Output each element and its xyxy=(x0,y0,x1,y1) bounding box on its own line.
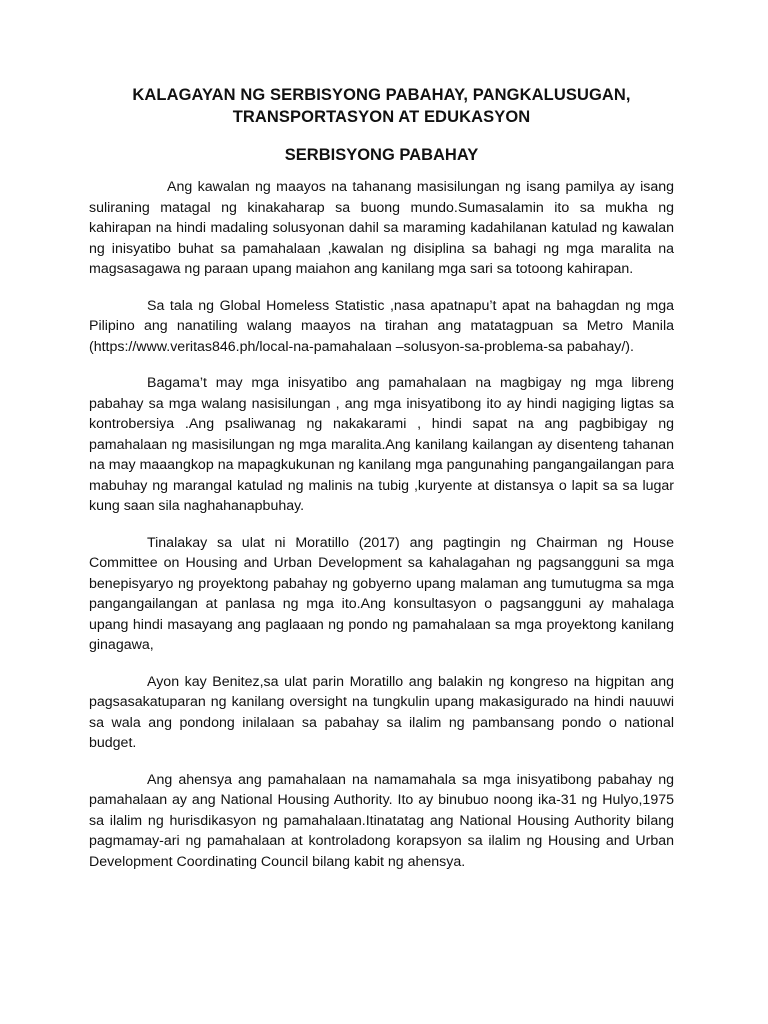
document-title-line-2: TRANSPORTASYON AT EDUKASYON xyxy=(232,108,531,126)
document-title xyxy=(89,84,674,128)
document-content xyxy=(89,84,674,888)
section-heading: SERBISYONG PABAHAY xyxy=(284,146,479,164)
paragraph-6: Ang ahensya ang pamahalaan na namamahala sa mga inisyatibong pabahay ng pamahalaan ay ang National Housing Authority. Ito ay binubuo noong ika-31 ng Hulyo,1975 sa ilalim ng hurisdikasyon ng pamahalaan.Itinatatag ang National Housing Authority bilang pagmamay-ari ng pamahalaan at kontroladong korapsyon sa ilalim ng Housing and Urban Development Coordinating Council bilang kabit ng ahensya. xyxy=(89,771,674,870)
paragraph-1: Ang kawalan ng maayos na tahanang masisilungan ng isang pamilya ay isang suliraning matagal ng kinakaharap sa buong mundo.Sumasalamin ito sa mukha ng kahirapan na hindi madaling solusyonan dahil sa maraming kadahilanan katulad ng kawalan ng inisyatibo buhat sa pamahalaan ,kawalan ng disiplina sa bahagi ng mga maralita na magsasagawa ng paraan upang maiahon ang kanilang mga sari sa totoong kahirapan. xyxy=(89,179,674,277)
document-title-line-1: KALAGAYAN NG SERBISYONG PABAHAY, PANGKALUSUGAN, xyxy=(132,86,631,104)
document-body xyxy=(89,177,674,872)
paragraph-5: Ayon kay Benitez,sa ulat parin Moratillo ang balakin ng kongreso na higpitan ang pagsasakatuparan ng kanilang oversight na tungkulin upang makasigurado na hindi nauuwi sa wala ang pondong inilalaan sa pabahay sa ilalim ng pambansang pondo o national budget. xyxy=(89,673,674,751)
paragraph-4: Tinalakay sa ulat ni Moratillo (2017) ang pagtingin ng Chairman ng House Committee on Housing and Urban Development sa kahalagahan ng pagsangguni sa mga benepisyaryo ng proyektong pabahay ng gobyerno upang malaman ang tumutugma sa mga pangangailangan at panlasa ng mga ito.Ang konsultasyon o pagsangguni ay mahalaga upang hindi masayang ang paglaaan ng pondo ng pamahalaan sa mga proyektong kanilang ginagawa, xyxy=(89,534,674,653)
paragraph-3: Bagama’t may mga inisyatibo ang pamahalaan na magbigay ng mga libreng pabahay sa mga walang nasisilungan , ang mga inisyatibong ito ay hindi nagiging ligtas sa kontrobersiya .Ang psaliwanag ng nakakarami , hindi sapat na ang pagbibigay ng pamahalaan ng masisilungan ng mga maralita.Ang kanilang kailangan ay disenteng tahanan na may maaangkop na mapagkukunan ng kanilang mga pangunahing pangangailangan para mabuhay ng marangal katulad ng malinis na tubig ,kuryente at distansya o lapit sa sa lugar kung saan sila naghahanapbuhay. xyxy=(89,375,674,514)
paragraph-2: Sa tala ng Global Homeless Statistic ,nasa apatnapu’t apat na bahagdan ng mga Pilipino ang nanatiling walang maayos na tirahan ang matatagpuan sa Metro Manila (https://www.veritas846.ph/local-na-pamahalaan –solusyon-sa-problema-sa pabahay/). xyxy=(89,297,674,355)
